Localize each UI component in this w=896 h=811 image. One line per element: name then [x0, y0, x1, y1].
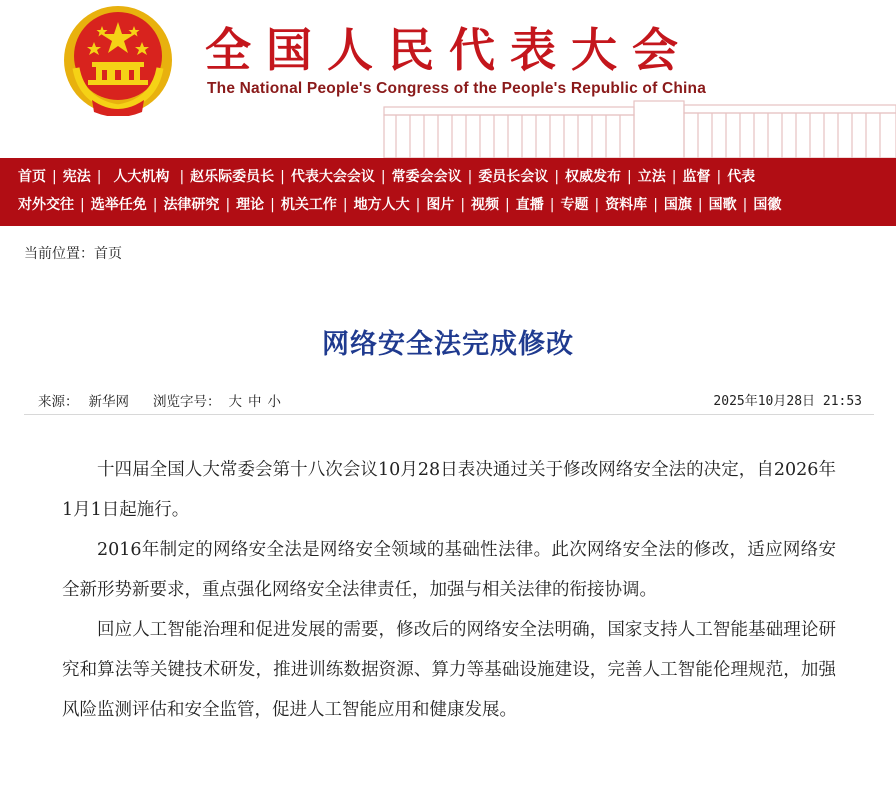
source-label: 来源：	[38, 394, 79, 410]
nav-separator: |	[716, 169, 722, 185]
nav-standing-committee-sessions[interactable]: 常委会会议	[391, 169, 462, 185]
nav-national-flag[interactable]: 国旗	[663, 197, 692, 213]
breadcrumb	[24, 243, 122, 263]
national-emblem-icon[interactable]	[62, 4, 174, 116]
publish-datetime: 2025年10月28日 21:53	[713, 394, 862, 409]
nav-separator: |	[152, 197, 158, 213]
nav-npc-organs[interactable]: 人大机构	[113, 169, 170, 185]
nav-theory[interactable]: 理论	[236, 197, 265, 213]
nav-constitution[interactable]: 宪法	[62, 169, 91, 185]
font-size-large-button[interactable]: 大	[228, 394, 242, 410]
nav-pictures[interactable]: 图片	[426, 197, 455, 213]
article-meta-left	[38, 390, 287, 410]
nav-separator: |	[380, 169, 386, 185]
nav-legal-research[interactable]: 法律研究	[163, 197, 220, 213]
nav-row-primary	[18, 166, 755, 188]
nav-official-releases[interactable]: 权威发布	[565, 169, 622, 185]
nav-separator: |	[554, 169, 560, 185]
nav-database[interactable]: 资料库	[605, 197, 648, 213]
nav-separator: |	[460, 197, 466, 213]
nav-national-emblem[interactable]: 国徽	[753, 197, 782, 213]
nav-supervision[interactable]: 监督	[682, 169, 711, 185]
nav-separator: |	[52, 169, 57, 185]
nav-separator: |	[280, 169, 285, 185]
article-meta	[24, 384, 874, 415]
nav-row-secondary	[18, 194, 781, 216]
breadcrumb-label: 当前位置：	[24, 246, 94, 262]
nav-separator: |	[594, 197, 600, 213]
nav-separator: |	[697, 197, 703, 213]
great-hall-illustration	[376, 95, 896, 158]
article-paragraph: 回应人工智能治理和促进发展的需要，修改后的网络安全法明确，国家支持人工智能基础理论研究和算法等关键技术研发，推进训练数据资源、算力等基础设施建设，完善人工智能伦理规范，加强风险监测评估和安全监管，促进人工智能应用和健康发展。	[62, 620, 836, 720]
nav-topics[interactable]: 专题	[560, 197, 589, 213]
article-title: 网络安全法完成修改	[322, 329, 574, 360]
breadcrumb-home-link[interactable]: 首页	[94, 246, 122, 262]
nav-separator: |	[225, 197, 231, 213]
nav-foreign-affairs[interactable]: 对外交往	[18, 197, 74, 213]
source-value: 新华网	[88, 394, 129, 410]
nav-deputies[interactable]: 代表	[727, 169, 756, 185]
nav-separator: |	[742, 197, 748, 213]
nav-national-anthem[interactable]: 国歌	[708, 197, 737, 213]
nav-live[interactable]: 直播	[515, 197, 544, 213]
nav-chairman[interactable]: 赵乐际委员长	[190, 169, 275, 185]
nav-local-congresses[interactable]: 地方人大	[353, 197, 410, 213]
nav-separator: |	[179, 169, 185, 185]
nav-congress-sessions[interactable]: 代表大会会议	[290, 169, 375, 185]
nav-separator: |	[671, 169, 677, 185]
nav-separator: |	[270, 197, 275, 213]
nav-separator: |	[342, 197, 348, 213]
font-size-label: 浏览字号：	[153, 394, 221, 410]
article-paragraph: 十四届全国人大常委会第十八次会议10月28日表决通过关于修改网络安全法的决定，自2026年1月1日起施行。	[62, 460, 836, 520]
site-header	[0, 0, 896, 158]
nav-elections-appointments[interactable]: 选举任免	[90, 197, 147, 213]
site-title: 全国人民代表大会	[205, 23, 693, 77]
main-navigation	[0, 158, 896, 226]
nav-separator: |	[80, 197, 85, 213]
nav-agency-work[interactable]: 机关工作	[280, 197, 337, 213]
nav-home[interactable]: 首页	[18, 169, 46, 185]
nav-separator: |	[653, 197, 658, 213]
nav-separator: |	[549, 197, 555, 213]
font-size-medium-button[interactable]: 中	[248, 394, 262, 410]
nav-separator: |	[96, 169, 102, 185]
article-paragraph: 2016年制定的网络安全法是网络安全领域的基础性法律。此次网络安全法的修改，适应网络安全新形势新要求，重点强化网络安全法律责任，加强与相关法律的衔接协调。	[62, 540, 836, 600]
nav-separator: |	[627, 169, 632, 185]
font-size-small-button[interactable]: 小	[267, 394, 281, 410]
nav-separator: |	[415, 197, 421, 213]
nav-separator: |	[467, 169, 473, 185]
nav-legislation[interactable]: 立法	[637, 169, 666, 185]
article-body	[62, 450, 836, 730]
nav-separator: |	[505, 197, 510, 213]
nav-videos[interactable]: 视频	[471, 197, 500, 213]
nav-chairpersons-council[interactable]: 委员长会议	[478, 169, 549, 185]
site-subtitle: The National People's Congress of the People's Republic of China	[207, 80, 707, 97]
